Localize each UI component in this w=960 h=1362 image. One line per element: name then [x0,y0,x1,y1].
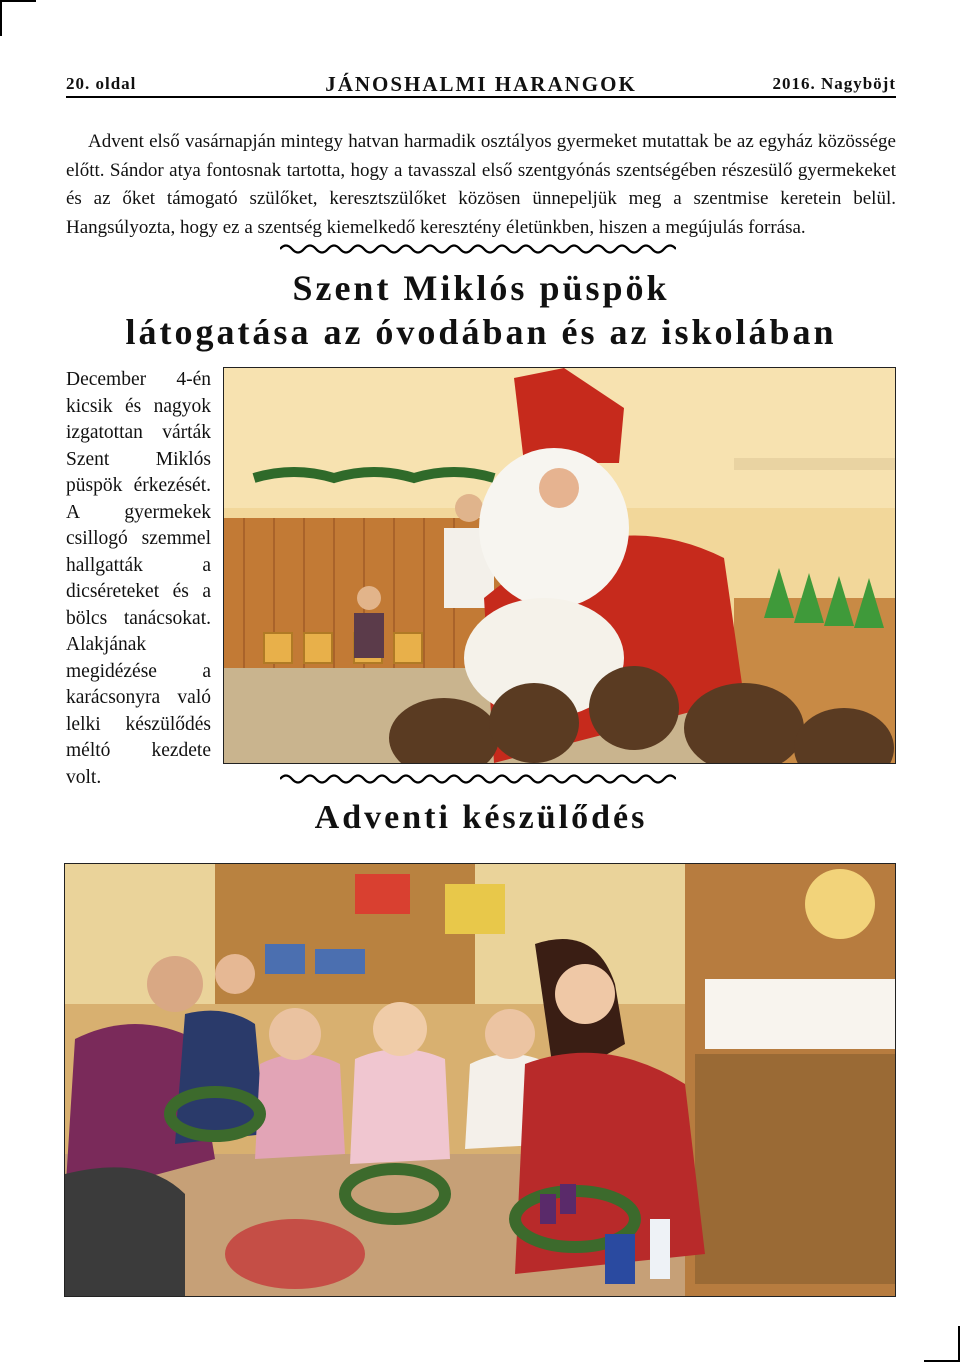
intro-paragraph: Advent első vasárnapján mintegy hatvan harmadik osztályos gyermeket mutattak be az egyház közössége előtt. Sándor atya fontosnak tartotta, hogy a tavasszal első szentgyónás szentségében részesülő gyermekeket és az őket támogató szülőket, keresztszülőket közösen ünnepeljük meg a szentmise keretein belül. Hangsúlyozta, hogy ez a szentség kiemelkedő keresztény életünkben, hiszen a megújulás forrása. [66,131,896,238]
article-title-nicholas [66,266,896,354]
running-header [66,74,896,98]
article-title-advent: Adventi készülődés [314,799,648,836]
crop-mark-top-left-h [0,0,36,2]
wave-divider-icon [280,770,676,788]
photo-advent-preparation [64,863,896,1297]
photo-saint-nicholas [223,367,896,764]
article-body-nicholas: December 4-én kicsik és nagyok izgatottan várták Szent Miklós püspök érkezését. A gyermekek csillogó szemmel hallgatták a dicséreteket és a bölcs tanácsokat. Alakjának megidézése a karácsonyra való lelki készülődés méltó kezdete volt. [66,369,211,788]
issue-label: 2016. Nagyböjt [772,74,896,93]
article-title-line1: Szent Miklós püspök [292,268,670,308]
wave-divider-icon [280,240,676,258]
crop-mark-top-left-v [0,0,2,36]
page-number: 20. oldal [66,74,137,93]
article-title-line2: látogatása az óvodában és az iskolában [125,312,837,352]
publication-title: JÁNOSHALMI HARANGOK [325,72,637,96]
